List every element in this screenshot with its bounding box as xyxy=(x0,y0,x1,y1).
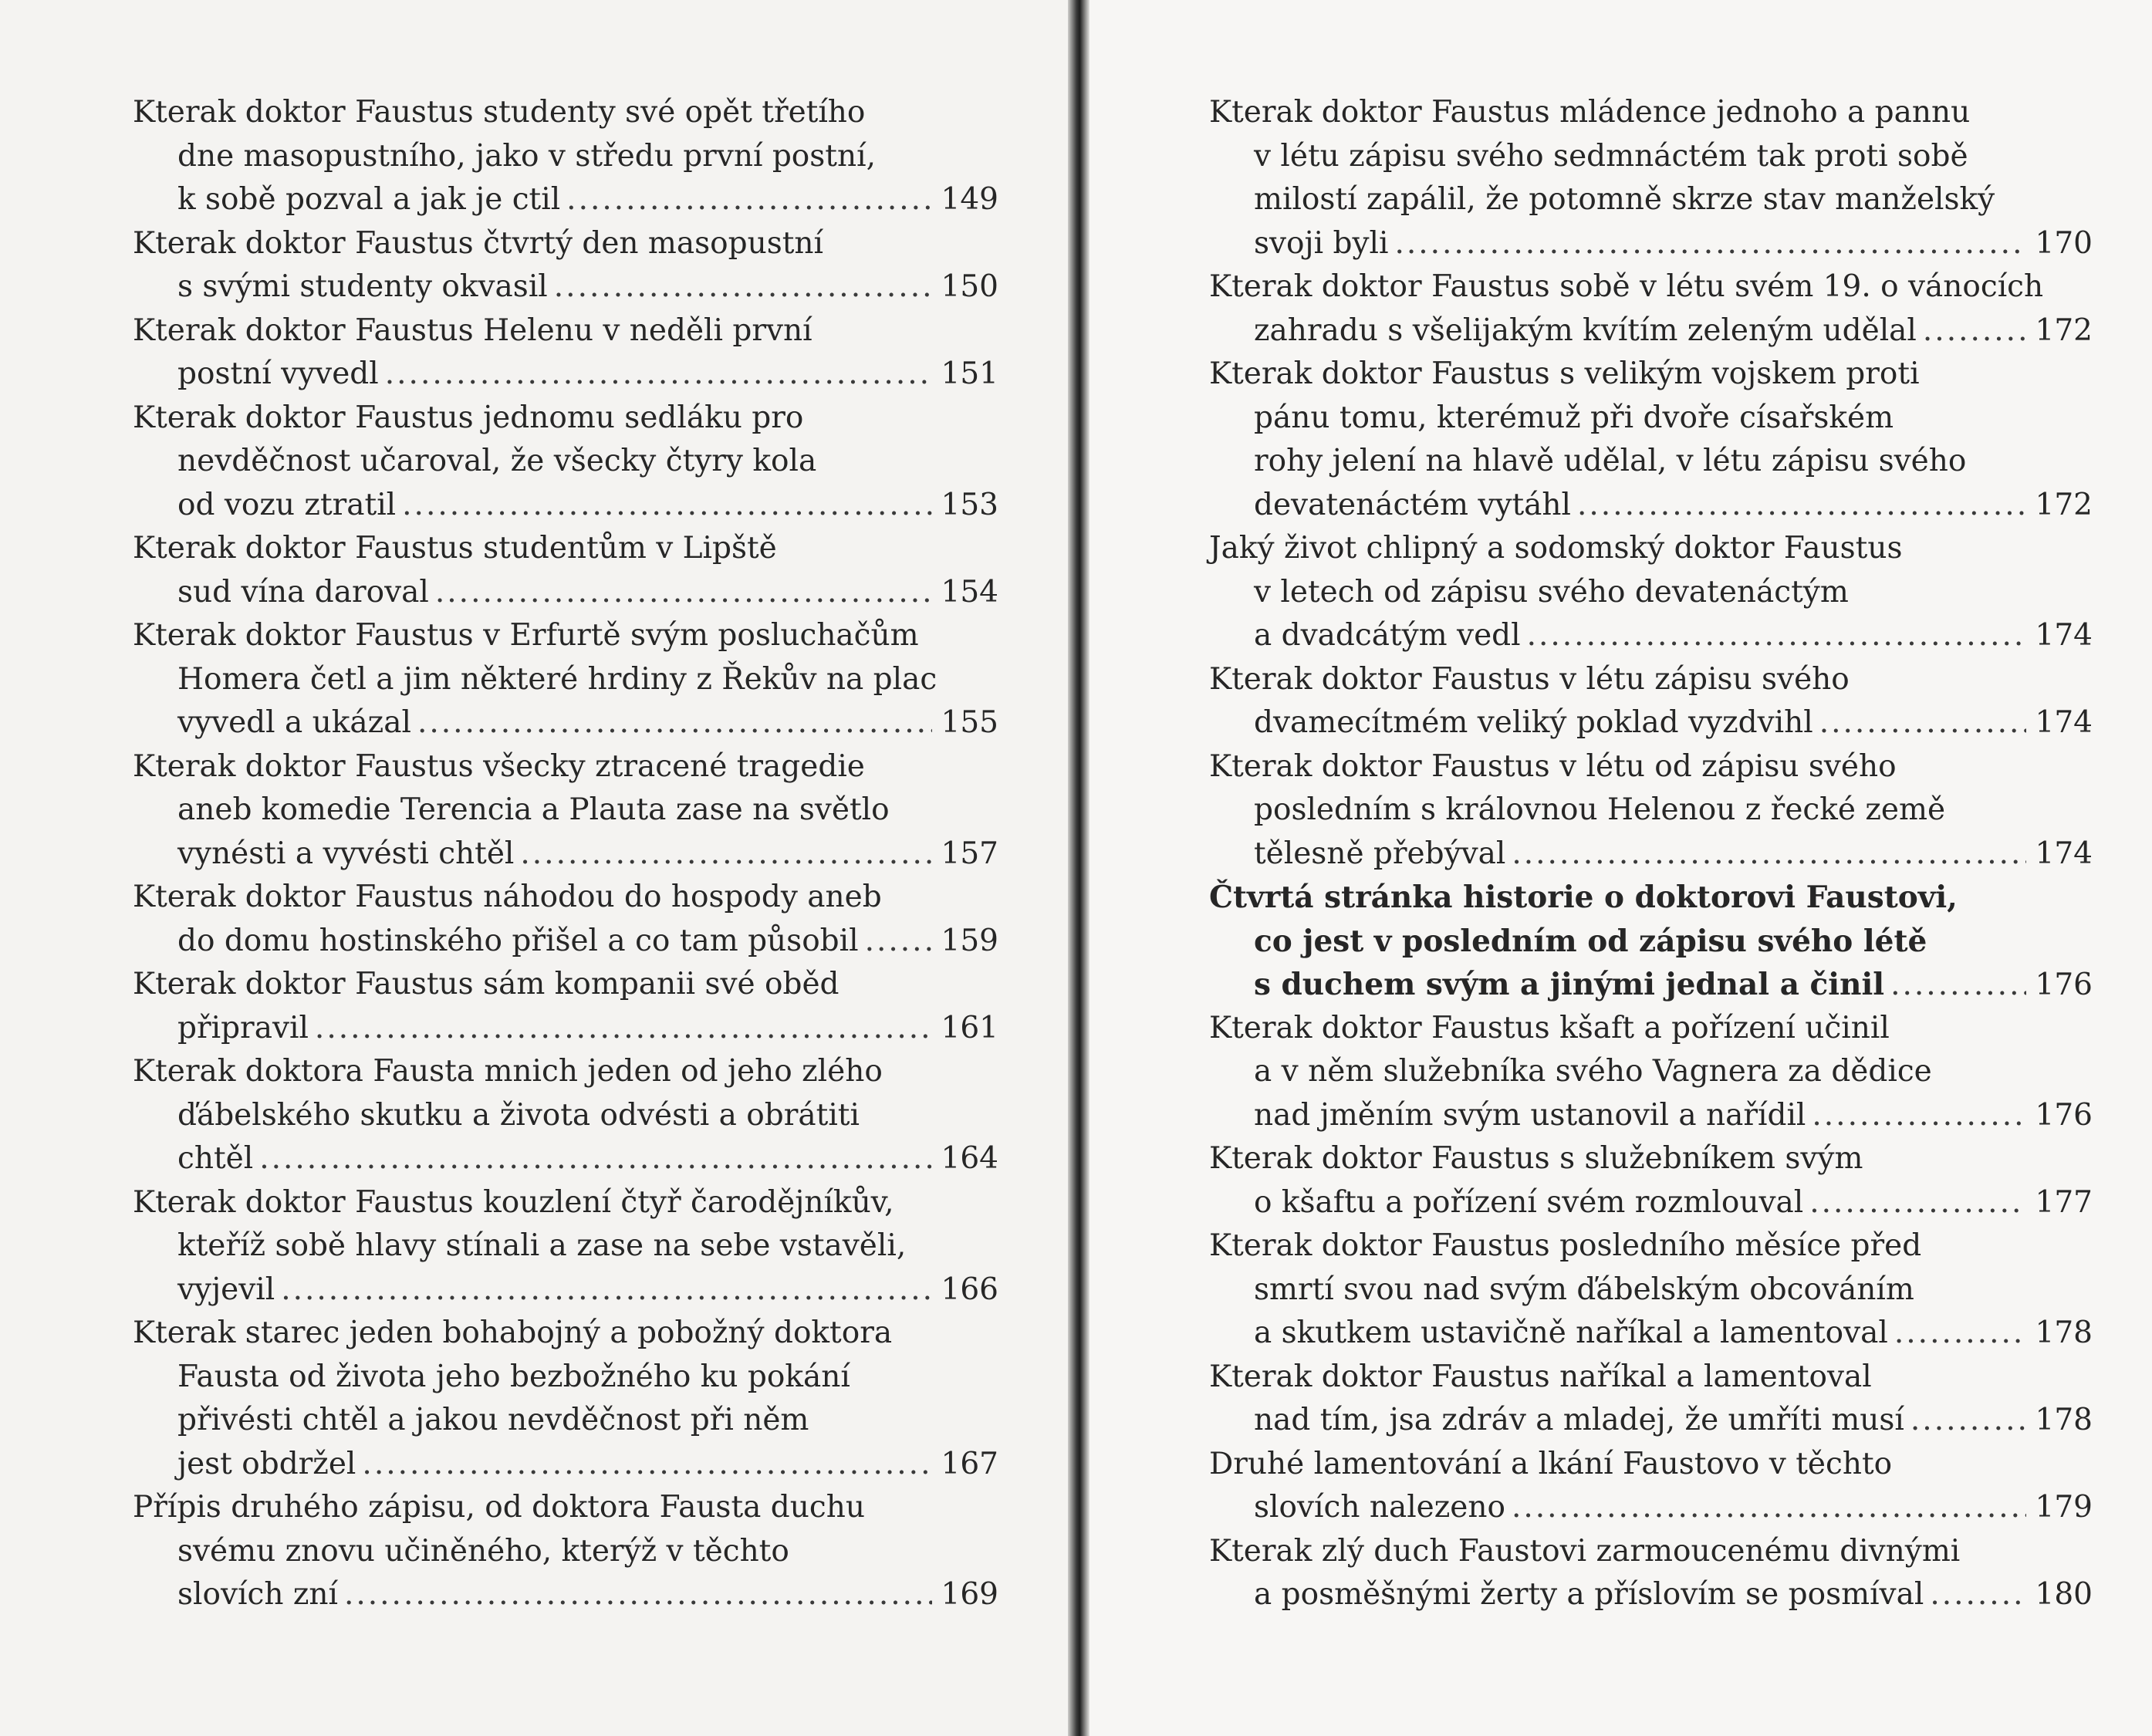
toc-entry-text: s svými studenty okvasil xyxy=(177,269,548,304)
toc-entry-final-line xyxy=(1209,701,2093,745)
toc-entry-text: Kterak doktor Faustus kšaft a pořízení učinil xyxy=(1209,1010,1890,1045)
toc-entry-text: Jaký život chlipný a sodomský doktor Faustus xyxy=(1209,531,1903,566)
page-number: 167 xyxy=(941,1446,998,1481)
toc-entry xyxy=(133,963,998,1050)
page-number: 174 xyxy=(2035,836,2093,871)
page-number: 159 xyxy=(941,923,998,958)
toc-entry-final-line xyxy=(1209,222,2093,266)
page-number: 164 xyxy=(941,1141,998,1176)
page-number: 170 xyxy=(2035,225,2093,261)
toc-entry-text: Fausta od života jeho bezbožného ku pokání xyxy=(177,1359,850,1394)
dot-leader xyxy=(402,484,931,528)
toc-entry-text: v létu zápisu svého sedmnáctém tak proti sobě xyxy=(1254,138,1968,174)
toc-entry-text: Kterak doktor Faustus všecky ztracené tragedie xyxy=(133,748,865,784)
toc-entry-final-line xyxy=(1209,963,2093,1007)
dot-leader xyxy=(1512,1486,2026,1530)
toc-entry xyxy=(133,1486,998,1617)
toc-entry-text: připravil xyxy=(177,1010,309,1045)
toc-entry xyxy=(133,397,998,528)
toc-entry-text: svému znovu učiněného, kterýž v těchto xyxy=(177,1533,789,1569)
toc-entry-text: pánu tomu, kterémuž při dvoře císařském xyxy=(1254,400,1894,435)
toc-entry-final-line xyxy=(133,1268,998,1312)
toc-entry-final-line xyxy=(1209,1573,2093,1617)
toc-entry-final-line xyxy=(133,484,998,528)
toc-entry-final-line xyxy=(1209,309,2093,353)
toc-section-heading xyxy=(1209,876,2093,1007)
toc-entry-final-line xyxy=(1209,1094,2093,1138)
page-number: 172 xyxy=(2035,312,2093,348)
toc-entry-text: devatenáctém vytáhl xyxy=(1254,487,1572,522)
dot-leader xyxy=(417,701,932,745)
toc-entry xyxy=(1209,745,2093,876)
toc-entry-text: aneb komedie Terencia a Plauta zase na světlo xyxy=(177,792,890,827)
dot-leader xyxy=(1930,1573,2025,1617)
toc-entry-text: s duchem svým a jinými jednal a činil xyxy=(1254,967,1885,1002)
toc-entry-text: smrtí svou nad svým ďábelským obcováním xyxy=(1254,1272,1914,1307)
toc-entry-text: v letech od zápisu svého devatenáctým xyxy=(1254,574,1849,610)
toc-entry-text: Kterak doktor Faustus studentům v Lipště xyxy=(133,531,777,566)
toc-entry-text: milostí zapálil, že potomně skrze stav manželský xyxy=(1254,182,1995,217)
dot-leader xyxy=(1577,484,2026,528)
toc-entry xyxy=(1209,1530,2093,1617)
toc-entry-final-line xyxy=(133,920,998,964)
toc-entry-text: Čtvrtá stránka historie o doktorovi Faustovi, xyxy=(1209,880,1958,915)
toc-entry-final-line xyxy=(133,833,998,876)
dot-leader xyxy=(554,265,932,309)
right-toc-list xyxy=(1209,91,2093,1617)
toc-entry-final-line xyxy=(1209,1486,2093,1530)
toc-entry-text: Přípis druhého zápisu, od doktora Fausta duchu xyxy=(133,1490,865,1525)
toc-entry-final-line xyxy=(1209,614,2093,658)
toc-entry-text: Kterak doktora Fausta mnich jeden od jeho zlého xyxy=(133,1054,883,1089)
toc-entry xyxy=(1209,265,2093,353)
toc-entry-text: slovích nalezeno xyxy=(1254,1490,1505,1525)
toc-entry xyxy=(133,309,998,397)
toc-entry-text: Homera četl a jim některé hrdiny z Řekův na plac xyxy=(177,661,937,697)
toc-entry xyxy=(133,91,998,222)
toc-entry xyxy=(133,876,998,963)
left-page xyxy=(0,0,1068,1736)
toc-entry-text: a v něm služebníka svého Vagnera za dědice xyxy=(1254,1054,1932,1089)
page-number: 166 xyxy=(941,1272,998,1307)
toc-entry-final-line xyxy=(133,1443,998,1487)
page-number: 150 xyxy=(941,269,998,304)
toc-entry xyxy=(1209,1137,2093,1224)
toc-entry-text: dvamecítmém veliký poklad vyzdvihl xyxy=(1254,705,1813,740)
toc-entry-text: Kterak doktor Faustus jednomu sedláku pro xyxy=(133,400,804,435)
toc-entry-text: jest obdržel xyxy=(177,1446,356,1481)
toc-entry-text: dne masopustního, jako v středu první postní, xyxy=(177,138,876,174)
page-number: 153 xyxy=(941,487,998,522)
toc-entry-final-line xyxy=(1209,1399,2093,1443)
dot-leader xyxy=(1527,614,2026,658)
toc-entry-text: Kterak doktor Faustus v létu zápisu svého xyxy=(1209,661,1850,697)
page-number: 176 xyxy=(2035,968,2093,1002)
toc-entry-text: tělesně přebýval xyxy=(1254,836,1506,871)
page-number: 178 xyxy=(2035,1316,2093,1350)
page-number: 176 xyxy=(2035,1097,2093,1133)
toc-entry-text: Kterak doktor Faustus náhodou do hospody aneb xyxy=(133,880,882,914)
page-number: 174 xyxy=(2035,618,2093,653)
dot-leader xyxy=(362,1443,931,1487)
toc-entry xyxy=(1209,1224,2093,1356)
toc-entry-text: vynésti a vyvésti chtěl xyxy=(177,836,515,871)
toc-entry-text: Kterak doktor Faustus mládence jednoho a pannu xyxy=(1209,95,1971,130)
toc-entry-text: přivésti chtěl a jakou nevděčnost při něm xyxy=(177,1403,809,1437)
toc-entry xyxy=(133,1312,998,1486)
toc-entry-text: vyvedl a ukázal xyxy=(177,705,411,740)
toc-entry-text: Druhé lamentování a lkání Faustovo v těchto xyxy=(1209,1446,1893,1481)
toc-entry-text: Kterak doktor Faustus čtvrtý den masopustní xyxy=(133,225,824,261)
toc-entry xyxy=(1209,658,2093,745)
dot-leader xyxy=(435,571,932,615)
toc-entry-text: rohy jelení na hlavě udělal, v létu zápisu svého xyxy=(1254,444,1967,478)
dot-leader xyxy=(1812,1094,2025,1138)
toc-entry xyxy=(1209,353,2093,527)
page-number: 157 xyxy=(941,836,998,871)
dot-leader xyxy=(281,1268,931,1312)
toc-entry xyxy=(1209,91,2093,265)
toc-entry-text: Kterak doktor Faustus v Erfurtě svým posluchačům xyxy=(133,618,919,653)
dot-leader xyxy=(865,920,932,964)
dot-leader xyxy=(344,1573,932,1617)
toc-entry-text: Kterak starec jeden bohabojný a pobožný doktora xyxy=(133,1316,893,1350)
toc-entry xyxy=(1209,1356,2093,1443)
toc-entry-text: od vozu ztratil xyxy=(177,487,397,522)
book-gutter xyxy=(1068,0,1090,1736)
toc-entry-final-line xyxy=(133,353,998,397)
toc-entry xyxy=(133,527,998,614)
toc-entry-final-line xyxy=(1209,1312,2093,1356)
toc-entry-final-line xyxy=(133,265,998,309)
page-number: 154 xyxy=(941,574,998,610)
dot-leader xyxy=(1894,1312,2026,1356)
toc-entry-text: kteříž sobě hlavy stínali a zase na sebe vstavěli, xyxy=(177,1228,907,1263)
toc-entry-final-line xyxy=(133,701,998,745)
dot-leader xyxy=(315,1007,932,1051)
toc-entry-final-line xyxy=(1209,1181,2093,1225)
toc-entry xyxy=(1209,1443,2093,1530)
toc-entry-text: o kšaftu a pořízení svém rozmlouval xyxy=(1254,1184,1804,1220)
toc-entry-text: Kterak zlý duch Faustovi zarmoucenému divnými xyxy=(1209,1533,1961,1569)
page-number: 177 xyxy=(2035,1184,2093,1220)
toc-entry-final-line xyxy=(133,178,998,222)
page-number: 161 xyxy=(941,1010,998,1045)
dot-leader xyxy=(1923,309,2026,353)
toc-entry-text: Kterak doktor Faustus Helenu v neděli první xyxy=(133,312,812,348)
toc-entry-text: Kterak doktor Faustus v létu od zápisu svého xyxy=(1209,748,1897,784)
page-number: 169 xyxy=(941,1577,998,1612)
toc-entry xyxy=(133,1050,998,1181)
toc-entry-text: Kterak doktor Faustus naříkal a lamentoval xyxy=(1209,1359,1872,1394)
toc-entry-text: zahradu s všelijakým kvítím zeleným udělal xyxy=(1254,312,1917,348)
dot-leader xyxy=(259,1137,931,1181)
toc-entry-text: chtěl xyxy=(177,1141,254,1176)
toc-entry-text: nad jměním svým ustanovil a nařídil xyxy=(1254,1097,1806,1133)
dot-leader xyxy=(1809,1181,2025,1225)
toc-entry-text: Kterak doktor Faustus sobě v létu svém 19. o vánocích xyxy=(1209,269,2044,304)
toc-entry-text: Kterak doktor Faustus kouzlení čtyř čarodějníkův, xyxy=(133,1184,894,1220)
toc-entry xyxy=(1209,527,2093,658)
toc-entry-text: nad tím, jsa zdráv a mladej, že umříti musí xyxy=(1254,1403,1904,1437)
toc-entry-text: Kterak doktor Faustus s velikým vojskem proti xyxy=(1209,356,1920,391)
toc-entry-text: a skutkem ustavičně naříkal a lamentoval xyxy=(1254,1316,1888,1350)
toc-entry xyxy=(133,614,998,745)
toc-entry xyxy=(133,1181,998,1312)
toc-entry-text: a dvadcátým vedl xyxy=(1254,618,1521,653)
toc-entry-text: slovích zní xyxy=(177,1577,338,1612)
toc-entry-final-line xyxy=(133,1007,998,1051)
dot-leader xyxy=(1819,701,2026,745)
dot-leader xyxy=(1890,964,2025,1008)
toc-entry xyxy=(133,745,998,876)
right-page xyxy=(1090,0,2152,1736)
page-number: 174 xyxy=(2035,705,2093,740)
toc-entry-text: Kterak doktor Faustus s služebníkem svým xyxy=(1209,1141,1863,1176)
toc-entry xyxy=(1209,1007,2093,1138)
toc-entry-text: ďábelského skutku a života odvésti a obrátiti xyxy=(177,1097,860,1133)
page-number: 179 xyxy=(2035,1490,2093,1525)
toc-entry-text: nevděčnost učaroval, že všecky čtyry kola xyxy=(177,444,817,478)
page-number: 178 xyxy=(2035,1403,2093,1437)
toc-entry-final-line xyxy=(1209,484,2093,528)
page-number: 149 xyxy=(941,182,998,217)
dot-leader xyxy=(385,353,932,397)
toc-entry-text: postní vyvedl xyxy=(177,356,379,391)
toc-entry-text: Kterak doktor Faustus studenty své opět třetího xyxy=(133,95,866,130)
toc-entry-text: Kterak doktor Faustus sám kompanii své oběd xyxy=(133,967,840,1001)
page-number: 151 xyxy=(941,356,998,391)
toc-entry-text: svoji byli xyxy=(1254,225,1389,261)
toc-entry-final-line xyxy=(133,1573,998,1617)
toc-entry xyxy=(133,222,998,309)
page-number: 180 xyxy=(2035,1577,2093,1612)
dot-leader xyxy=(520,833,931,876)
page-number: 172 xyxy=(2035,487,2093,522)
toc-entry-final-line xyxy=(133,571,998,615)
toc-entry-text: a posměšnými žerty a příslovím se posmíval xyxy=(1254,1577,1924,1612)
toc-entry-final-line xyxy=(1209,833,2093,876)
toc-entry-text: do domu hostinského přišel a co tam působil xyxy=(177,923,859,958)
toc-entry-final-line xyxy=(133,1137,998,1181)
toc-entry-text: Kterak doktor Faustus posledního měsíce před xyxy=(1209,1228,1922,1263)
dot-leader xyxy=(1910,1399,2026,1443)
left-toc-list xyxy=(133,91,998,1617)
toc-entry-text: sud vína daroval xyxy=(177,574,429,610)
toc-entry-text: vyjevil xyxy=(177,1272,275,1307)
toc-entry-text: k sobě pozval a jak je ctil xyxy=(177,182,561,217)
toc-entry-text: posledním s královnou Helenou z řecké země xyxy=(1254,792,1946,827)
dot-leader xyxy=(1394,222,2025,266)
dot-leader xyxy=(566,178,931,222)
page-number: 155 xyxy=(941,705,998,740)
dot-leader xyxy=(1512,833,2025,876)
toc-entry-text: co jest v posledním od zápisu svého létě xyxy=(1254,923,1927,959)
